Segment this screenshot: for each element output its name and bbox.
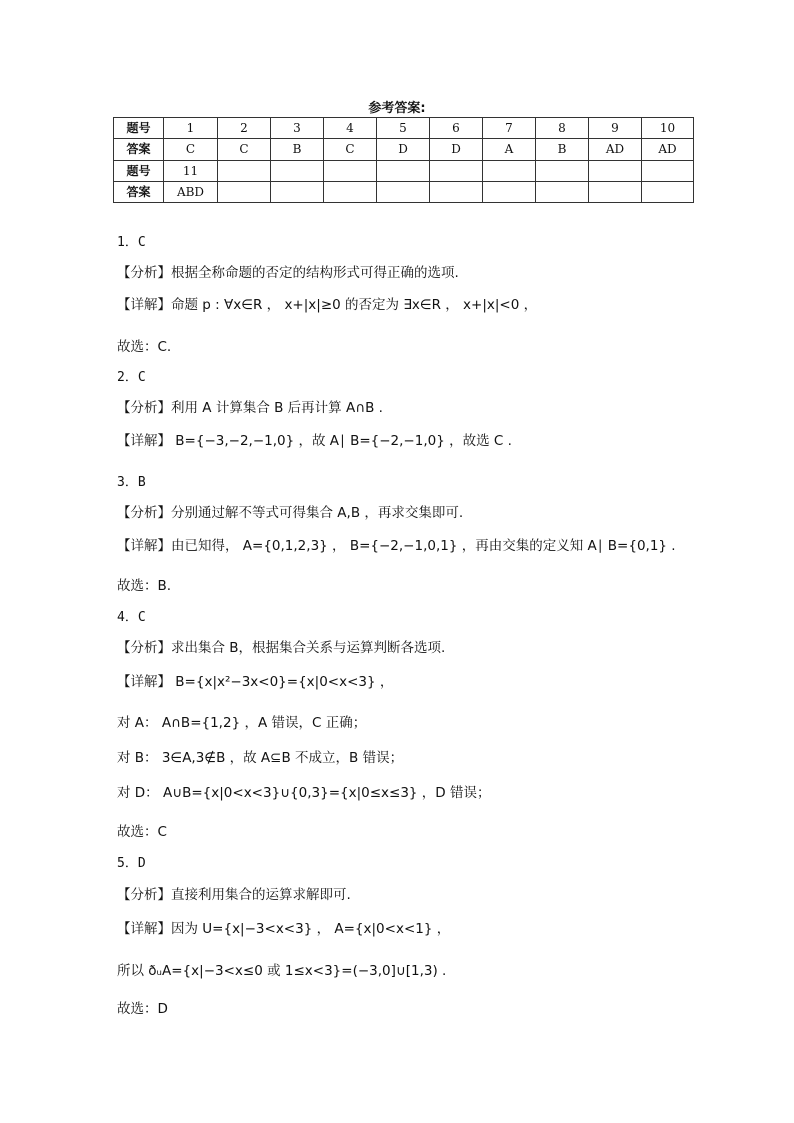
question-number: 5．D: [117, 856, 146, 871]
table-cell: C: [324, 139, 377, 160]
table-row: [114, 118, 694, 139]
table-cell: [430, 181, 483, 202]
table-cell: [324, 181, 377, 202]
solution-line: 【详解】命题 p : ∀x∈R ， x+|x|≥0 的否定为 ∃x∈R ， x+|x|<0 ，: [117, 297, 538, 313]
solution-line: 【分析】根据全称命题的否定的结构形式可得正确的选项.: [117, 265, 459, 281]
answer-key-title: 参考答案:: [368, 101, 426, 116]
table-row: [114, 160, 694, 181]
solution-line: 对 B： 3∈A,3∉B ，故 A⊆B 不成立，B 错误；: [117, 750, 404, 766]
question-number: 4．C: [117, 610, 146, 625]
solution-line: 对 A： A∩B={1,2} ，A 错误，C 正确；: [117, 715, 367, 731]
table-cell: D: [377, 139, 430, 160]
table-row-header: 题号: [114, 118, 164, 139]
answer-table: [113, 117, 694, 203]
table-cell: 8: [536, 118, 589, 139]
solution-line: 【分析】求出集合 B，根据集合关系与运算判断各选项.: [117, 640, 446, 656]
table-cell: [642, 181, 694, 202]
table-cell: [377, 181, 430, 202]
table-cell: [271, 181, 324, 202]
table-cell: D: [430, 139, 483, 160]
table-cell: [589, 160, 642, 181]
table-cell: [642, 160, 694, 181]
table-cell: 2: [218, 118, 271, 139]
question-number: 1．C: [117, 235, 146, 250]
table-cell: ABD: [164, 181, 218, 202]
table-cell: C: [164, 139, 218, 160]
solution-line: 故选：D: [117, 1001, 168, 1017]
table-cell: [271, 160, 324, 181]
table-cell: B: [536, 139, 589, 160]
table-cell: [589, 181, 642, 202]
table-row-header: 题号: [114, 160, 164, 181]
table-cell: 1: [164, 118, 218, 139]
table-cell: [377, 160, 430, 181]
table-row-header: 答案: [114, 139, 164, 160]
table-cell: 3: [271, 118, 324, 139]
table-cell: C: [218, 139, 271, 160]
table-cell: 7: [483, 118, 536, 139]
table-cell: B: [271, 139, 324, 160]
table-cell: AD: [589, 139, 642, 160]
solution-line: 【详解】因为 U={x|−3<x<3} ， A={x|0<x<1} ，: [117, 921, 451, 937]
table-cell: [483, 181, 536, 202]
solution-line: 【分析】利用 A 计算集合 B 后再计算 A∩B .: [117, 400, 383, 416]
solution-line: 【分析】分别通过解不等式可得集合 A,B ，再求交集即可.: [117, 505, 464, 521]
question-number: 3．B: [117, 475, 146, 490]
table-cell: [324, 160, 377, 181]
solution-line: 所以 ðᵤA={x|−3<x≤0 或 1≤x<3}=(−3,0]∪[1,3) .: [117, 963, 447, 979]
solution-line: 故选：C: [117, 824, 167, 840]
table-cell: [536, 181, 589, 202]
table-cell: [218, 181, 271, 202]
table-row-header: 答案: [114, 181, 164, 202]
solution-line: 故选：B.: [117, 578, 172, 594]
table-cell: 9: [589, 118, 642, 139]
question-number: 2．C: [117, 370, 146, 385]
table-cell: [430, 160, 483, 181]
table-cell: [483, 160, 536, 181]
table-row: [114, 139, 694, 160]
solution-line: 【详解】 B={−3,−2,−1,0} ，故 A∣ B={−2,−1,0} ，故选 C .: [117, 433, 512, 449]
solution-line: 【详解】由已知得， A={0,1,2,3} ， B={−2,−1,0,1} ，再由交集的定义知 A∣ B={0,1} .: [117, 538, 676, 554]
table-cell: [536, 160, 589, 181]
table-cell: [218, 160, 271, 181]
table-cell: 10: [642, 118, 694, 139]
table-cell: A: [483, 139, 536, 160]
solution-line: 【分析】直接利用集合的运算求解即可.: [117, 887, 351, 903]
solution-line: 【详解】 B={x|x²−3x<0}={x|0<x<3} ，: [117, 674, 394, 690]
table-cell: 4: [324, 118, 377, 139]
solution-line: 故选：C.: [117, 339, 172, 355]
table-cell: AD: [642, 139, 694, 160]
table-cell: 5: [377, 118, 430, 139]
solution-line: 对 D： A∪B={x|0<x<3}∪{0,3}={x|0≤x≤3} ，D 错误；: [117, 785, 491, 801]
table-cell: 11: [164, 160, 218, 181]
table-cell: 6: [430, 118, 483, 139]
table-row: [114, 181, 694, 202]
